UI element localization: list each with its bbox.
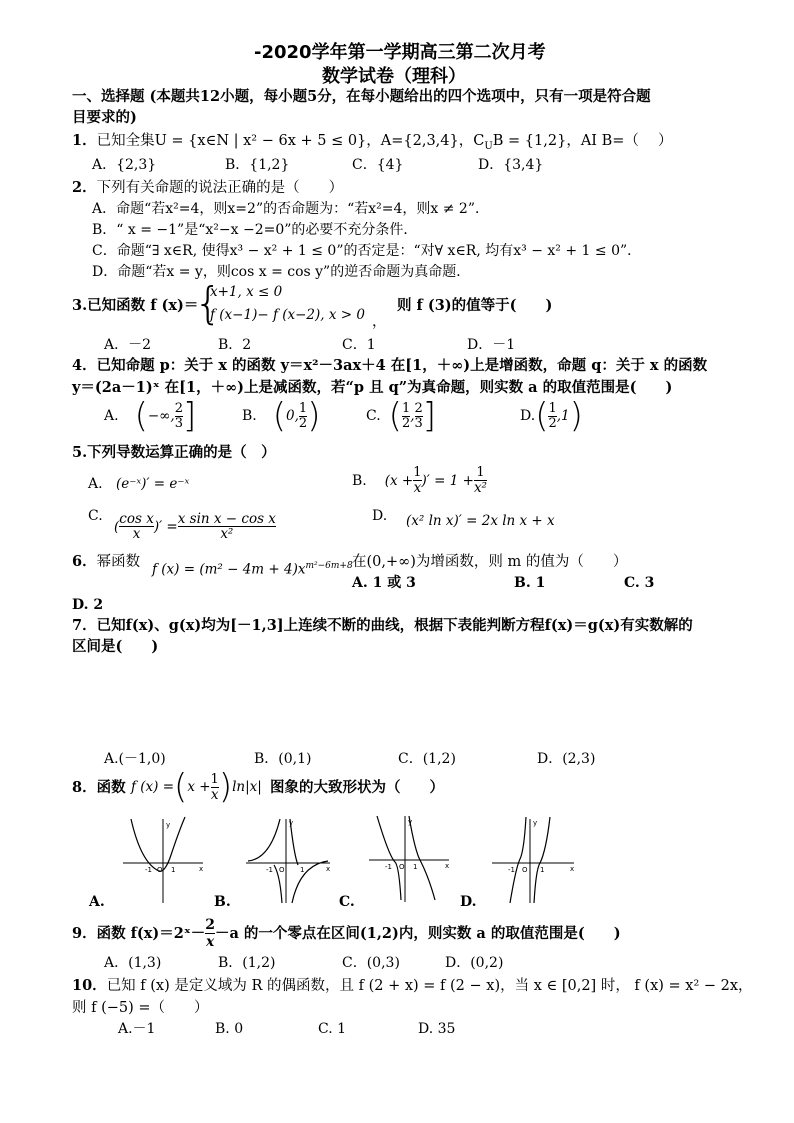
q8-d-x: x — [570, 865, 575, 873]
q4-b-fraction — [299, 402, 307, 431]
q8-a-y: y — [166, 821, 171, 829]
q7-option-d[interactable]: D．(2,3) — [537, 751, 596, 767]
q8-b-pos: 1 — [300, 866, 305, 874]
q5-c-num: cos x — [119, 511, 154, 527]
section-heading: 一、选择题 (本题共12小题，每小题5分，在每小题给出的四个选项中，只有一项是符合题 — [72, 88, 651, 105]
q8-c-neg: -1 — [385, 863, 392, 871]
q3-piecewise-brace: { — [194, 278, 222, 329]
q8-b-x: x — [326, 865, 331, 873]
q2-option-b[interactable]: B．“ x = −1”是“x²−x −2=0”的必要不充分条件． — [92, 222, 418, 238]
q3-tail: 则 f (3)的值等于( ) — [397, 297, 553, 314]
q5-b-mid: )′ = 1 + — [421, 472, 474, 489]
q8-b-neg: -1 — [266, 866, 273, 874]
q3-option-a[interactable]: A．－2 — [104, 337, 152, 353]
q6-expr-exp: m²−6m+8 — [305, 561, 353, 571]
q5-c-den-2: x² — [220, 526, 234, 542]
q8-c-pos: 1 — [413, 863, 418, 871]
q1-num: 1． — [72, 132, 97, 149]
q5-b-num-2: 1 — [476, 465, 485, 480]
q7-option-a[interactable]: A.(－1,0) — [104, 751, 166, 767]
q6-tail: 在(0,+∞)为增函数，则 m 的值为（ ） — [352, 554, 628, 570]
q8-graph-c[interactable] — [365, 812, 465, 904]
q4-c-comma: , — [410, 408, 415, 424]
q8-label-c[interactable]: C. — [339, 894, 355, 910]
q4-option-c[interactable] — [366, 396, 437, 436]
q4-b-num: 1 — [298, 400, 308, 416]
q8-d-o: O — [522, 866, 528, 874]
q1-option-d[interactable]: D．{3,4} — [478, 157, 544, 173]
q10-option-a[interactable]: A.－1 — [118, 1021, 156, 1037]
q9-num-frac: 2 — [205, 917, 215, 933]
q5-b-fraction-1 — [413, 466, 421, 495]
q4-b-open-paren: ( — [272, 396, 287, 436]
q3-text: 已知函数 f (x)＝ — [87, 297, 199, 314]
q3-case-2: f (x−1)− f (x−2), x > 0 — [210, 307, 365, 323]
q4-a-close-bracket: ] — [182, 396, 197, 436]
q8-open-paren: ( — [174, 767, 188, 807]
q9-fraction — [205, 917, 215, 950]
q8-expr-ln: ln|x| — [232, 779, 262, 795]
q3-num: 3. — [72, 297, 88, 314]
q1-option-c[interactable]: C．{4} — [352, 157, 404, 173]
q6-option-b[interactable]: B. 1 — [514, 575, 546, 591]
q9-option-d[interactable]: D．(0,2) — [445, 955, 504, 971]
q4-a-num: 2 — [174, 400, 183, 416]
q2-option-a[interactable]: A．命题“若x²=4，则x=2”的否命题为：“若x²=4，则x ≠ 2”． — [92, 201, 489, 217]
q5-text: 下列导数运算正确的是（ ） — [87, 444, 276, 461]
q1-text: 已知全集U = {x∈N | x² − 6x + 5 ≤ 0}，A={2,3,4}，C — [96, 133, 485, 149]
q10-num: 10． — [72, 977, 107, 994]
q4-c-close-bracket: ] — [422, 396, 437, 436]
q4-option-b[interactable] — [242, 396, 321, 436]
q8-d-y: y — [533, 819, 538, 827]
q3-option-b[interactable]: B．2 — [218, 337, 252, 353]
question-3 — [72, 296, 198, 316]
q8-label-a[interactable]: A. — [89, 894, 105, 910]
q7-line-1: 已知f(x)、g(x)均为[－1,3]上连续不断的曲线，根据下表能判断方程f(x)＝g(x)有实数解的 — [96, 617, 693, 634]
q8-a-o: O — [157, 866, 163, 874]
q8-fraction — [211, 773, 219, 802]
q5-option-d[interactable]: (x² ln x)′ = 2x ln x + x — [406, 513, 555, 529]
q5-c-den: x — [132, 526, 141, 542]
q8-num: 8． — [72, 779, 97, 796]
q4-c-fraction-2 — [415, 402, 423, 431]
q4-c-num-2: 2 — [414, 400, 423, 416]
q5-c-mid: )′ = — [153, 518, 178, 535]
q3-comma: ， — [372, 314, 387, 330]
q8-d-neg: -1 — [508, 866, 515, 874]
q3-case-1: x+1, x ≤ 0 — [210, 284, 283, 300]
q5-num: 5. — [72, 444, 88, 461]
q4-a-label: A. — [104, 408, 119, 424]
q10-line-2: 则 f (−5) =（ ） — [72, 1000, 209, 1016]
page-subtitle: 数学试卷（理科） — [322, 66, 466, 87]
q4-b-label: B. — [242, 408, 257, 424]
question-8 — [72, 778, 126, 798]
q8-expr-left: f (x) = — [131, 779, 175, 795]
q4-c-den-2: 3 — [414, 415, 423, 431]
q2-text: 下列有关命题的说法正确的是（ ） — [96, 180, 344, 196]
q5-b-label: B. — [352, 472, 367, 489]
q4-d-num: 1 — [548, 400, 557, 416]
q10-line-1: 已知 f (x) 是定义域为 R 的偶函数，且 f (2 + x) = f (2 − x)，当 x ∈ [0,2] 时， f (x) = x² − 2x， — [106, 978, 753, 994]
question-5 — [72, 443, 276, 463]
q1-option-b[interactable]: B．{1,2} — [225, 157, 290, 173]
q5-a-label: A. — [88, 476, 103, 492]
q4-a-left: −∞, — [147, 408, 175, 424]
q4-a-den: 3 — [174, 415, 183, 431]
question-2 — [72, 178, 343, 198]
question-10 — [72, 976, 753, 996]
question-9 — [72, 917, 621, 950]
q8-a-neg: -1 — [145, 866, 152, 874]
q5-b-left: (x + — [384, 472, 414, 489]
q4-option-d[interactable] — [520, 396, 583, 436]
q8-graph-a[interactable] — [115, 815, 215, 905]
q1-text-tail: B = {1,2}，AI B=（ ） — [492, 133, 673, 149]
section-heading-cont: 目要求的) — [72, 109, 137, 126]
q4-c-num-1: 1 — [401, 400, 411, 416]
q4-num: 4． — [72, 357, 97, 374]
q8-b-y: y — [289, 819, 294, 827]
question-1 — [72, 131, 673, 157]
q5-b-den: x — [413, 480, 422, 496]
q7-option-c[interactable]: C．(1,2) — [398, 751, 456, 767]
q8-expr — [131, 767, 262, 807]
q8-label-d[interactable]: D. — [460, 894, 477, 910]
q5-option-c-label[interactable]: C. — [88, 508, 103, 524]
q8-b-o: O — [279, 866, 285, 874]
q8-a-x: x — [199, 865, 204, 873]
q4-b-den: 2 — [298, 415, 308, 431]
q4-a-open-paren: ( — [134, 396, 148, 436]
q6-option-d[interactable]: D. 2 — [72, 597, 104, 613]
q10-option-d[interactable]: D. 35 — [418, 1021, 456, 1037]
q9-option-b[interactable]: B．(1,2) — [218, 955, 276, 971]
q5-option-b[interactable] — [352, 466, 487, 495]
q8-a-pos: 1 — [171, 866, 176, 874]
q9-option-a[interactable]: A．(1,3) — [104, 955, 162, 971]
q8-c-y: y — [408, 818, 413, 826]
q8-expr-x: x + — [187, 779, 211, 795]
question-4 — [72, 356, 707, 376]
q4-line-1: 已知命题 p：关于 x 的函数 y＝x²－3ax＋4 在[1，＋∞)上是增函数，命题 q：关于 x 的函数 — [96, 357, 708, 374]
q2-num: 2． — [72, 179, 97, 196]
q8-c-o: O — [399, 863, 405, 871]
q6-expr-main: f (x) = (m² − 4m + 4)x — [152, 561, 306, 578]
q6-num: 6． — [72, 553, 97, 570]
q8-graph-d[interactable] — [486, 815, 586, 905]
q4-d-fraction — [548, 402, 556, 431]
q4-d-close-paren: ) — [569, 396, 583, 436]
q4-d-label: D. — [520, 408, 536, 424]
q4-d-right: ,1 — [556, 408, 570, 424]
question-7 — [72, 616, 693, 636]
q5-b-fraction-2 — [474, 466, 487, 495]
q9-option-c[interactable]: C．(0,3) — [342, 955, 400, 971]
q4-line-2: y＝(2a－1)ˣ 在[1，＋∞)上是减函数，若“p 且 q”为真命题，则实数 a 的取值范围是( ) — [72, 379, 673, 396]
q5-b-den-2: x² — [473, 480, 487, 496]
q8-d-pos: 1 — [540, 866, 545, 874]
q6-option-c[interactable]: C. 3 — [624, 575, 655, 591]
q8-tail: 图象的大致形状为（ ） — [270, 779, 444, 796]
q3-option-d[interactable]: D．－1 — [467, 337, 516, 353]
question-6 — [72, 552, 140, 572]
q8-text: 函数 — [96, 779, 126, 796]
q5-c-fraction-2 — [178, 512, 276, 541]
q5-a-expr: (e⁻ˣ)′ = e⁻ˣ — [116, 476, 190, 492]
q6-option-a[interactable]: A. 1 或 3 — [352, 575, 416, 591]
q2-option-c[interactable]: C．命题“∃ x∈R, 使得x³ − x² + 1 ≤ 0”的否定是：“对∀ x∈R, 均有x³ − x² + 1 ≤ 0”． — [92, 243, 642, 259]
q4-d-open-paren: ( — [535, 396, 549, 436]
q5-c-fraction-1 — [119, 512, 154, 541]
q8-num-1: 1 — [210, 771, 219, 787]
q5-c-open: ( — [114, 518, 120, 535]
q9-den-frac: x — [206, 934, 215, 950]
q4-c-fraction-1 — [402, 402, 410, 431]
q7-num: 7． — [72, 617, 97, 634]
q10-option-b[interactable]: B. 0 — [215, 1021, 244, 1037]
q1-option-a[interactable]: A．{2,3} — [92, 157, 157, 173]
q4-c-open-paren: ( — [388, 396, 402, 436]
q8-den: x — [210, 786, 219, 803]
q8-graph-b[interactable] — [240, 815, 340, 905]
q8-label-b[interactable]: B. — [214, 894, 231, 910]
q8-close-paren: ) — [218, 767, 233, 807]
q4-option-a[interactable] — [104, 396, 197, 436]
q5-option-a[interactable] — [88, 474, 189, 494]
q7-option-b[interactable]: B．(0,1) — [254, 751, 312, 767]
q2-option-d[interactable]: D．命题“若x = y，则cos x = cos y”的逆否命题为真命题． — [92, 264, 471, 280]
q6-text: 幂函数 — [96, 554, 141, 570]
q9-num: 9． — [72, 924, 97, 942]
q4-c-label: C. — [366, 408, 381, 424]
q5-option-c[interactable] — [114, 512, 276, 541]
q4-a-fraction — [175, 402, 183, 431]
q4-d-den: 2 — [548, 415, 557, 431]
q4-b-left: 0, — [286, 408, 299, 424]
q4-c-den-1: 2 — [401, 415, 411, 431]
q5-b-num: 1 — [413, 465, 422, 480]
q9-tail: －a 的一个零点在区间(1,2)内，则实数 a 的取值范围是( ) — [214, 924, 621, 942]
q4-b-close-paren: ) — [307, 396, 321, 436]
q10-option-c[interactable]: C. 1 — [318, 1021, 347, 1037]
q9-text: 函数 f(x)＝2ˣ－ — [96, 924, 206, 942]
q1-text-sub: U — [484, 140, 493, 152]
q8-c-x: x — [445, 862, 450, 870]
q7-line-2: 区间是( ) — [72, 638, 159, 655]
q5-c-num-2: x sin x − cos x — [177, 511, 276, 527]
q5-option-d-label[interactable]: D. — [372, 508, 388, 524]
q6-expr — [152, 561, 353, 578]
q3-option-c[interactable]: C．1 — [342, 337, 376, 353]
page-title: -2020学年第一学期高三第二次月考 — [254, 42, 546, 63]
